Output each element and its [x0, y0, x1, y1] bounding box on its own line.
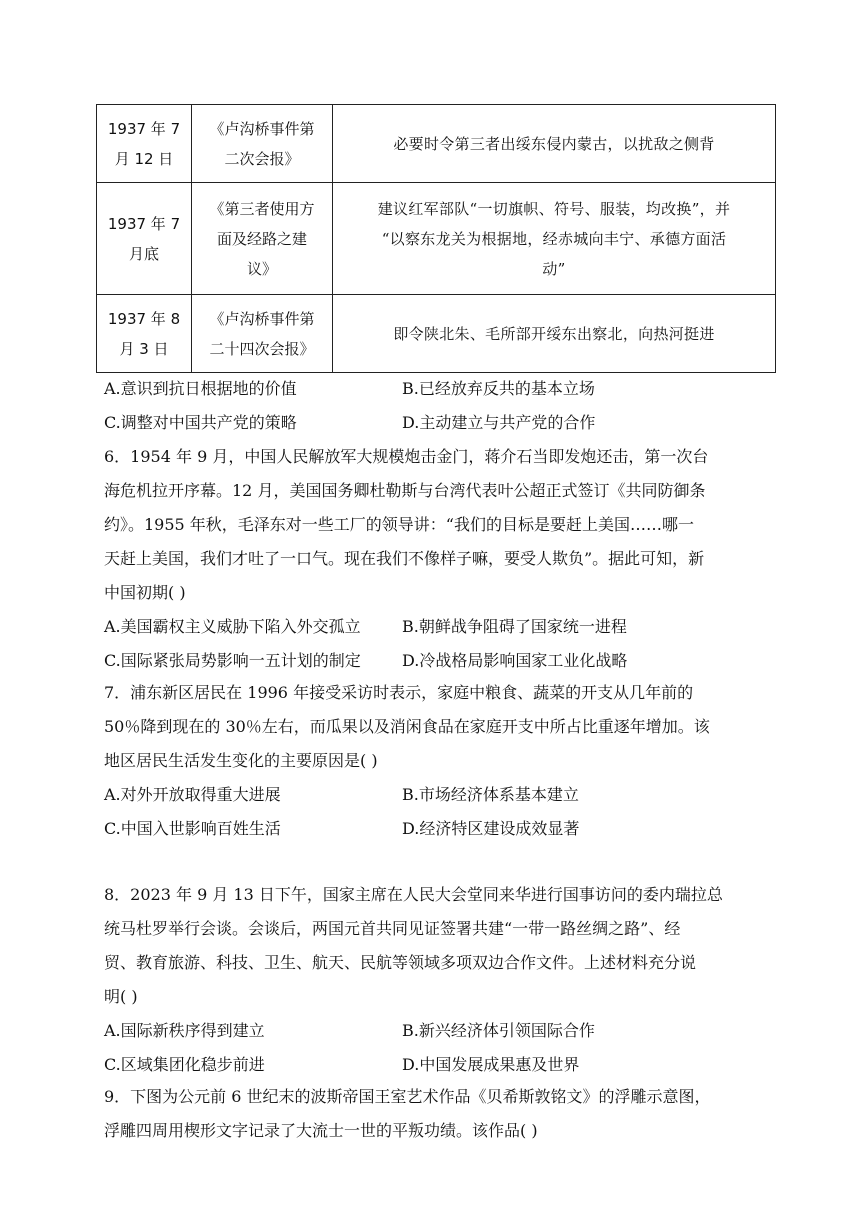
table-cell-content — [333, 295, 776, 373]
cell-line: 建议红军部队“一切旗帜、符号、服装，均改换”，并 — [377, 199, 731, 218]
cell-line: 《第三者使用方 — [209, 199, 315, 218]
table-cell-document — [192, 183, 333, 295]
cell-line: 二次会报》 — [224, 149, 300, 168]
question-text-line: 约》。1955 年秋，毛泽东对一些工厂的领导讲：“我们的目标是要赶上美国……哪一 — [104, 515, 694, 534]
option-a: A.对外开放取得重大进展 — [104, 785, 281, 804]
cell-line: 1937 年 7 — [107, 119, 181, 138]
option-b: B.新兴经济体引领国际合作 — [402, 1021, 595, 1040]
option-a: A.国际新秩序得到建立 — [104, 1021, 265, 1040]
cell-line: 《卢沟桥事件第 — [209, 309, 315, 328]
option-a: A.美国霸权主义威胁下陷入外交孤立 — [104, 617, 361, 636]
question-text-line: 明( ) — [104, 987, 138, 1006]
table-row — [97, 183, 776, 295]
option-d: D.主动建立与共产党的合作 — [402, 413, 596, 432]
question-text-line: 天赶上美国，我们才吐了一口气。现在我们不像样子嘛，要受人欺负”。据此可知，新 — [104, 549, 705, 568]
option-c: C.中国入世影响百姓生活 — [104, 819, 281, 838]
table-row — [97, 295, 776, 373]
cell-line: 月 12 日 — [114, 149, 174, 168]
cell-line: 月 3 日 — [119, 339, 169, 358]
table-row — [97, 105, 776, 183]
cell-line: 1937 年 8 — [107, 309, 181, 328]
history-table — [96, 104, 776, 373]
option-b: B.市场经济体系基本建立 — [402, 785, 579, 804]
question-text-line: 海危机拉开序幕。12 月，美国国务卿杜勒斯与台湾代表叶公超正式签订《共同防御条 — [104, 481, 706, 500]
cell-line: 必要时令第三者出绥东侵内蒙古，以扰敌之侧背 — [393, 134, 715, 153]
option-b: B.已经放弃反共的基本立场 — [402, 379, 595, 398]
cell-line: 面及经路之建 — [216, 229, 307, 248]
question-text-line: 9．下图为公元前 6 世纪末的波斯帝国王室艺术作品《贝希斯敦铭文》的浮雕示意图， — [104, 1087, 711, 1106]
option-c: C.调整对中国共产党的策略 — [104, 413, 297, 432]
cell-line: 议》 — [246, 259, 277, 278]
table-cell-content — [333, 105, 776, 183]
table-cell-document — [192, 295, 333, 373]
option-d: D.冷战格局影响国家工业化战略 — [402, 651, 628, 670]
cell-line: 《卢沟桥事件第 — [209, 119, 315, 138]
question-text-line: 浮雕四周用楔形文字记录了大流士一世的平叛功绩。该作品( ) — [104, 1121, 538, 1140]
option-d: D.经济特区建设成效显著 — [402, 819, 580, 838]
option-b: B.朝鲜战争阻碍了国家统一进程 — [402, 617, 627, 636]
table-cell-content — [333, 183, 776, 295]
question-text-line: 6．1954 年 9 月，中国人民解放军大规模炮击金门，蒋介石当即发炮还击，第一次台 — [104, 447, 709, 466]
question-text-line: 地区居民生活发生变化的主要原因是( ) — [104, 751, 378, 770]
cell-line: “以察东龙关为根据地，经赤城向丰宁、承德方面活 — [381, 229, 727, 248]
question-text-line: 8．2023 年 9 月 13 日下午，国家主席在人民大会堂同来华进行国事访问的委内瑞拉总 — [104, 885, 723, 904]
cell-line: 二十四次会报》 — [209, 339, 315, 358]
question-text-line: 贸、教育旅游、科技、卫生、航天、民航等领域多项双边合作文件。上述材料充分说 — [104, 953, 697, 972]
option-c: C.国际紧张局势影响一五计划的制定 — [104, 651, 361, 670]
cell-line: 动” — [542, 259, 566, 278]
table-cell-document — [192, 105, 333, 183]
cell-line: 即令陕北朱、毛所部开绥东出察北，向热河挺进 — [393, 324, 715, 343]
question-text-line: 50％降到现在的 30％左右，而瓜果以及消闲食品在家庭开支中所占比重逐年增加。该 — [104, 717, 710, 736]
question-text-line: 统马杜罗举行会谈。会谈后，两国元首共同见证签署共建“一带一路丝绸之路”、经 — [104, 919, 681, 938]
option-c: C.区域集团化稳步前进 — [104, 1055, 265, 1074]
table-cell-date — [97, 183, 192, 295]
cell-line: 1937 年 7 — [107, 214, 181, 233]
cell-line: 月底 — [128, 244, 159, 263]
option-a: A.意识到抗日根据地的价值 — [104, 379, 297, 398]
question-text-line: 7．浦东新区居民在 1996 年接受采访时表示，家庭中粮食、蔬菜的开支从几年前的 — [104, 683, 694, 702]
table-cell-date — [97, 105, 192, 183]
question-text-line: 中国初期( ) — [104, 583, 186, 602]
table-cell-date — [97, 295, 192, 373]
option-d: D.中国发展成果惠及世界 — [402, 1055, 580, 1074]
